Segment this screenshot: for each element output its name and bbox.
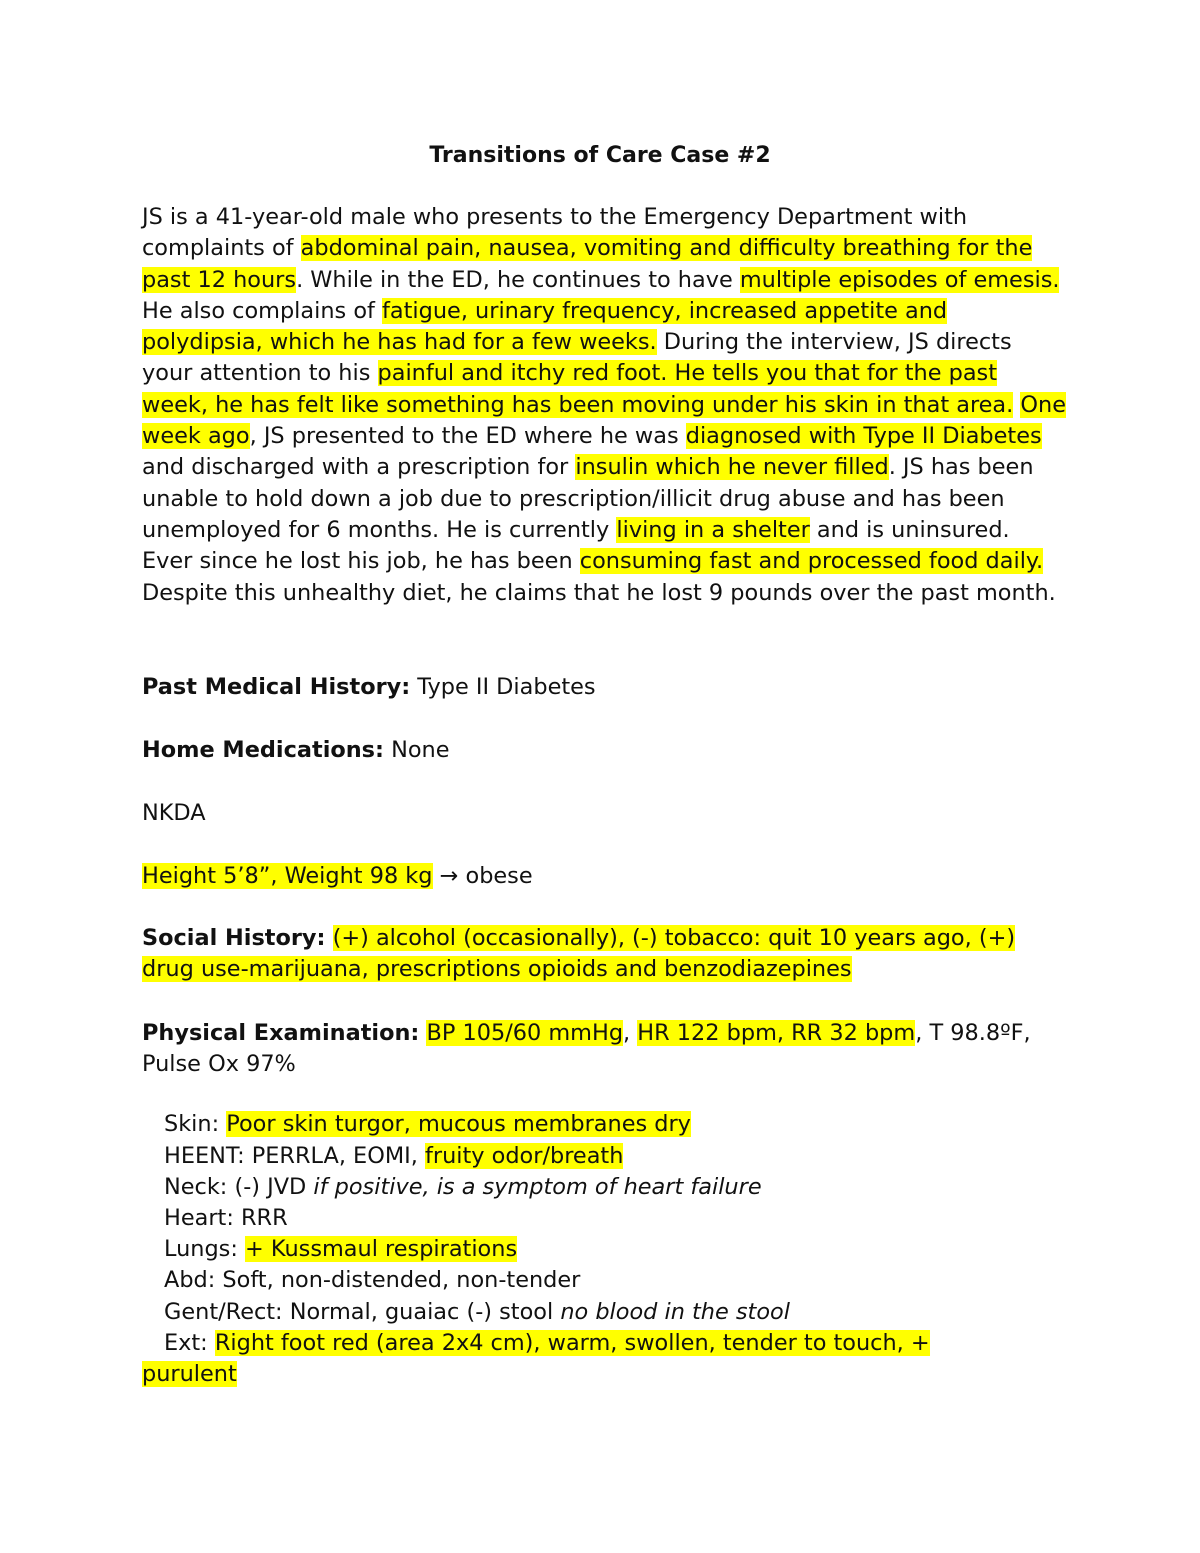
- skin-finding: Poor skin turgor, mucous membranes dry: [226, 1111, 691, 1137]
- exam-hr-rr: HR 122 bpm, RR 32 bpm: [637, 1020, 916, 1046]
- lungs-label: Lungs:: [164, 1236, 246, 1262]
- exam-skin: [164, 1109, 1089, 1140]
- narrative-text: Despite this unhealthy diet, he claims that he lost 9 pounds over the past month.: [142, 579, 1056, 606]
- heent-finding: fruity odor/breath: [425, 1143, 624, 1169]
- exam-heent: [164, 1141, 1089, 1172]
- pmh-label: Past Medical History:: [142, 674, 411, 700]
- height-weight: Height 5’8”, Weight 98 kg: [142, 863, 433, 889]
- narrative-text: and discharged with a prescription for: [142, 454, 576, 481]
- narrative-text: He also complains of: [142, 297, 383, 324]
- highlight-foot: painful and itchy red foot. He tells you that for the past week, he has felt like something has been moving under his skin in that area.: [142, 360, 1014, 418]
- highlight-shelter: living in a shelter: [616, 516, 810, 543]
- narrative-text: . While in the ED, he continues to have: [296, 266, 740, 293]
- exam-ext: [142, 1328, 1002, 1390]
- highlight-emesis: multiple episodes of emesis.: [739, 266, 1060, 293]
- social-history: [142, 923, 1067, 985]
- lungs-finding: + Kussmaul respirations: [245, 1236, 518, 1262]
- exam-comma: ,: [623, 1020, 638, 1046]
- exam-rest: , T 98.8ºF, Pulse Ox 97%: [142, 1020, 1031, 1077]
- skin-label: Skin:: [164, 1111, 227, 1137]
- gent-note: no blood in the stool: [560, 1299, 790, 1325]
- social-value: (+) alcohol (occasionally), (-) tobacco: quit 10 years ago, (+) drug use-marijuana, prescriptions opioids and benzodiazepines: [142, 925, 1016, 982]
- anthropometrics: [142, 861, 1067, 892]
- neck-label: Neck: (-) JVD: [164, 1174, 314, 1200]
- neck-note: if positive, is a symptom of heart failure: [313, 1174, 762, 1200]
- meds-value: None: [383, 737, 450, 763]
- highlight-insulin: insulin which he never filled: [575, 454, 889, 481]
- exam-abd: Abd: Soft, non-distended, non-tender: [164, 1267, 581, 1293]
- exam-label: Physical Examination:: [142, 1020, 420, 1046]
- gent-label: Gent/Rect: Normal, guaiac (-) stool: [164, 1299, 561, 1325]
- highlight-one-week: One week ago: [142, 391, 1066, 450]
- ext-finding: Right foot red (area 2x4 cm), warm, swollen, tender to touch, + purulent: [142, 1330, 930, 1387]
- exam-gent-rect: [164, 1297, 1089, 1328]
- pmh-value: Type II Diabetes: [410, 674, 596, 700]
- highlight-diet: consuming fast and processed food daily.: [579, 548, 1044, 575]
- ext-label: Ext:: [164, 1330, 215, 1356]
- case-narrative: [142, 202, 1067, 609]
- allergy-status: NKDA: [142, 800, 206, 826]
- bmi-note: → obese: [432, 863, 533, 889]
- exam-bp: BP 105/60 mmHg: [426, 1020, 624, 1046]
- social-label: Social History:: [142, 925, 326, 951]
- physical-examination: [142, 1018, 1067, 1080]
- exam-heart: Heart: RRR: [164, 1205, 288, 1231]
- exam-lungs: [164, 1234, 1089, 1265]
- home-medications: [142, 735, 1067, 766]
- heent-label: HEENT: PERRLA, EOMI,: [164, 1143, 425, 1169]
- narrative-text: . JS has been unable to hold down a job due to prescription/illicit drug abuse and has been unemployed for 6 months. He is currently: [142, 454, 1034, 543]
- exam-neck: [164, 1172, 1089, 1203]
- highlight-complaints: fatigue, urinary frequency, increased appetite and polydipsia, which he has had for a few weeks.: [142, 297, 948, 356]
- narrative-text: During the interview, JS directs your attention to his: [142, 329, 1012, 387]
- highlight-diagnosis: diagnosed with Type II Diabetes: [685, 423, 1042, 450]
- meds-label: Home Medications:: [142, 737, 384, 763]
- past-medical-history: [142, 672, 1067, 703]
- narrative-text: , JS presented to the ED where he was: [249, 423, 686, 450]
- narrative-text: and is uninsured. Ever since he lost his job, he has been: [142, 516, 1010, 575]
- social-sep: [325, 925, 332, 951]
- highlight-symptoms: abdominal pain, nausea, vomiting and difficulty breathing for the past 12 hours: [142, 235, 1033, 293]
- document-title: Transitions of Care Case #2: [429, 143, 771, 168]
- narrative-text: JS is a 41-year-old male who presents to the Emergency Department with complaints of: [142, 204, 968, 262]
